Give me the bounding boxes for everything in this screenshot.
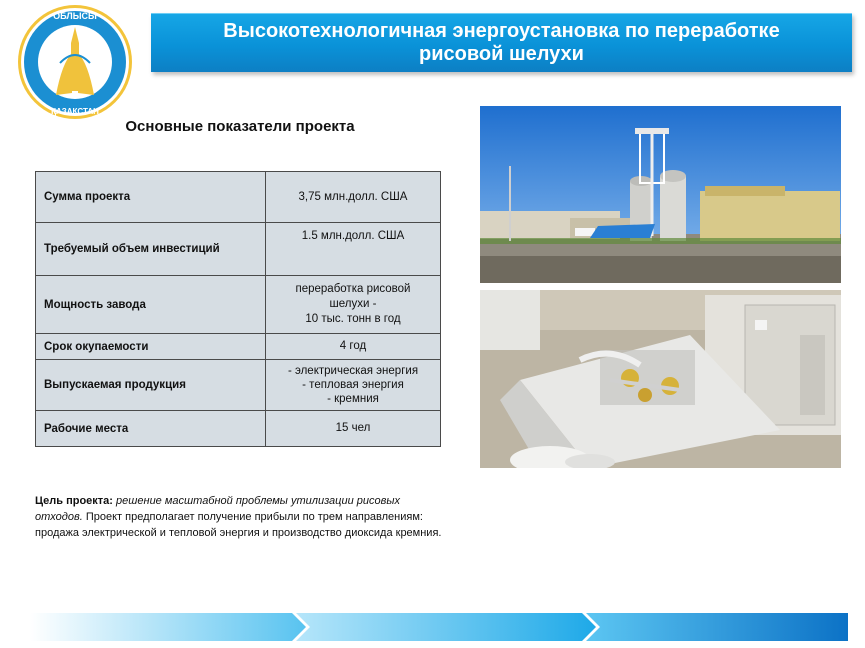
slide-title-line2: рисовой шелухи [419, 43, 584, 65]
row-label: Рабочие места [36, 411, 266, 447]
table-row [36, 276, 441, 334]
power-unit-interior-photo [480, 290, 841, 468]
title-banner [151, 13, 852, 72]
footer-arrow-banner [30, 611, 850, 643]
row-label: Сумма проекта [36, 172, 266, 223]
table-row [36, 360, 441, 411]
table-row [36, 411, 441, 447]
row-value: - электрическая энергия - тепловая энергия - кремния [266, 360, 441, 411]
section-subheading: Основные показатели проекта [125, 118, 355, 135]
project-goal-text [35, 493, 445, 541]
row-label: Требуемый объем инвестиций [36, 223, 266, 276]
goal-description: Проект предполагает получение прибыли по трем направлениям: продажа электрической и тепловой энергия и производство диоксида кремния. [35, 511, 442, 539]
row-value: 4 год [266, 334, 441, 360]
svg-text:ОБЛЫСЫ: ОБЛЫСЫ [53, 11, 97, 21]
svg-text:ҚАЗАҚСТАН: ҚАЗАҚСТАН [51, 107, 99, 116]
slide-title-line1: Высокотехнологичная энергоустановка по переработке [223, 20, 780, 42]
goal-italic-text: решение масштабной проблемы утилизации рисовых отходов. [35, 495, 400, 523]
row-label: Выпускаемая продукция [36, 360, 266, 411]
plant-exterior-photo [480, 106, 841, 283]
table-row [36, 223, 441, 276]
table-row [36, 334, 441, 360]
row-value: 1.5 млн.долл. США [266, 223, 441, 276]
row-value: 3,75 млн.долл. США [266, 172, 441, 223]
slide-title [151, 20, 852, 66]
row-value: 15 чел [266, 411, 441, 447]
goal-label: Цель проекта: [35, 495, 113, 507]
kyzylorda-emblem-icon [16, 3, 134, 121]
row-value: переработка рисовой шелухи - 10 тыс. тонн в год [266, 276, 441, 334]
row-label: Мощность завода [36, 276, 266, 334]
row-label: Срок окупаемости [36, 334, 266, 360]
table-row [36, 172, 441, 223]
project-parameters-table [35, 171, 441, 447]
